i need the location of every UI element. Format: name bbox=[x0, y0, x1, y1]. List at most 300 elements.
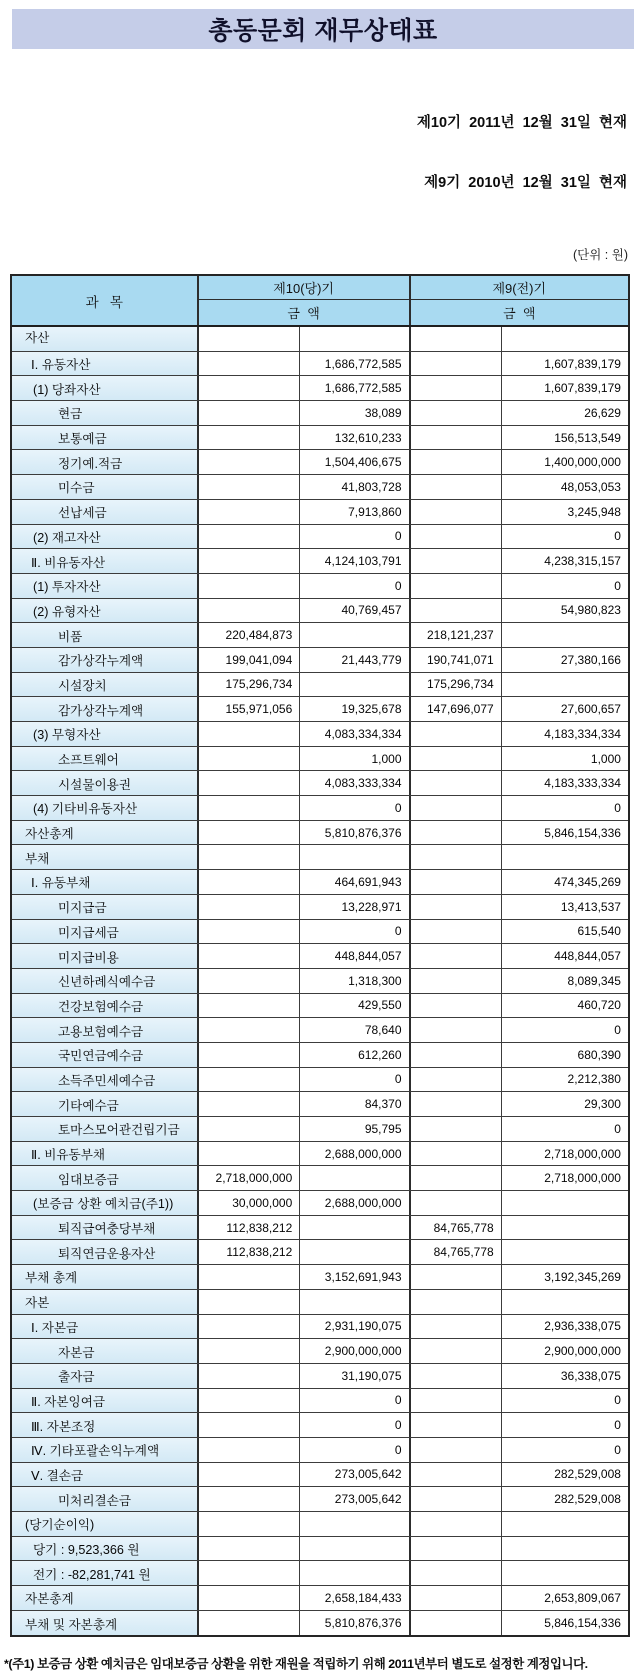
amount-cell-c3 bbox=[411, 1364, 502, 1388]
table-row bbox=[12, 1487, 628, 1512]
table-row bbox=[12, 1216, 628, 1241]
amount-cell-c3: 190,741,071 bbox=[411, 648, 502, 672]
table-row bbox=[12, 1537, 628, 1562]
amount-cell-c2 bbox=[300, 1512, 410, 1536]
amount-cell-c4: 5,846,154,336 bbox=[544, 1616, 621, 1631]
amount-cell-c1: 199,041,094 bbox=[199, 648, 301, 672]
amount-cell-c1 bbox=[199, 1537, 301, 1561]
amount-cell-c4: 36,338,075 bbox=[560, 1368, 621, 1383]
amount-cell-c1 bbox=[199, 944, 301, 968]
amount-cell-c3 bbox=[411, 450, 502, 474]
amount-cell-c1 bbox=[199, 1438, 301, 1462]
table-row bbox=[12, 1290, 628, 1315]
amount-cell-c3 bbox=[411, 895, 502, 919]
table-row bbox=[12, 426, 628, 451]
amount-cell-c3 bbox=[411, 1339, 502, 1363]
amount-cell-c2: 41,803,728 bbox=[300, 475, 410, 499]
amount-cell-c4: 0 bbox=[614, 1393, 621, 1408]
footnote: *(주1) 보증금 상환 예치금은 임대보증금 상환을 위한 재원을 적립하기 위해 2011년부터 별도로 설정한 계정입니다. bbox=[4, 1657, 588, 1672]
account-cell: 자본 bbox=[12, 1290, 199, 1314]
amount-cell-c2: 0 bbox=[300, 574, 410, 598]
amount-cell-c4 bbox=[502, 845, 628, 869]
amount-cell-c3 bbox=[411, 1166, 502, 1190]
account-cell: 미지급비용 bbox=[12, 944, 199, 968]
table-row bbox=[12, 327, 628, 352]
amount-cell-c4: 54,980,823 bbox=[560, 603, 621, 618]
amount-cell-c2: 273,005,642 bbox=[300, 1487, 410, 1511]
amount-cell-c4: 4,183,333,334 bbox=[544, 776, 621, 791]
amount-cell-c1: 112,838,212 bbox=[199, 1216, 301, 1240]
table-row bbox=[12, 1166, 628, 1191]
amount-cell-c3 bbox=[411, 352, 502, 376]
account-cell: (3) 무형자산 bbox=[12, 722, 199, 746]
table-row bbox=[12, 1364, 628, 1389]
amount-cell-c4: 2,212,380 bbox=[567, 1072, 621, 1087]
account-cell: 부채 bbox=[12, 845, 199, 869]
table-row bbox=[12, 1240, 628, 1265]
amount-cell-c1 bbox=[199, 401, 301, 425]
amount-cell-c1 bbox=[199, 845, 301, 869]
table-row bbox=[12, 895, 628, 920]
balance-sheet-page bbox=[0, 9, 640, 1672]
amount-cell-c2: 2,900,000,000 bbox=[300, 1339, 410, 1363]
account-cell: 미수금 bbox=[12, 475, 199, 499]
account-cell: 보통예금 bbox=[12, 426, 199, 450]
amount-cell-c4 bbox=[502, 623, 628, 647]
amount-cell-c2 bbox=[300, 623, 410, 647]
table-row bbox=[12, 1389, 628, 1414]
amount-cell-c2: 0 bbox=[300, 796, 410, 820]
table-row bbox=[12, 1512, 628, 1537]
amount-cell-c2 bbox=[300, 1216, 410, 1240]
amount-cell-c2: 132,610,233 bbox=[300, 426, 410, 450]
amount-cell-c3 bbox=[411, 376, 502, 400]
amount-cell-c2: 0 bbox=[300, 1389, 410, 1413]
period-line-previous: 제9기 2010년 12월 31일 현재 bbox=[424, 175, 627, 191]
account-cell: (4) 기타비유동자산 bbox=[12, 796, 199, 820]
account-cell: Ⅴ. 결손금 bbox=[12, 1463, 199, 1487]
table-row bbox=[12, 1339, 628, 1364]
amount-cell-c2: 19,325,678 bbox=[300, 697, 410, 721]
amount-cell-c3 bbox=[411, 796, 502, 820]
amount-cell-c3 bbox=[411, 1191, 502, 1215]
amount-cell-c3 bbox=[411, 994, 502, 1018]
table-row bbox=[12, 1043, 628, 1068]
amount-cell-c1 bbox=[199, 796, 301, 820]
amount-cell-c1 bbox=[199, 1265, 301, 1289]
amount-cell-c2: 448,844,057 bbox=[300, 944, 410, 968]
account-cell: 자본금 bbox=[12, 1339, 199, 1363]
table-row bbox=[12, 450, 628, 475]
amount-cell-c4: 282,529,008 bbox=[554, 1467, 621, 1482]
amount-cell-c4: 27,380,166 bbox=[560, 652, 621, 667]
amount-cell-c2 bbox=[300, 673, 410, 697]
amount-cell-c4: 1,607,839,179 bbox=[544, 381, 621, 396]
amount-cell-c2 bbox=[300, 845, 410, 869]
table-row bbox=[12, 821, 628, 846]
table-header bbox=[12, 276, 628, 327]
amount-cell-c1 bbox=[199, 1586, 301, 1610]
page-title: 총동문회 재무상태표 bbox=[208, 17, 438, 45]
amount-cell-c4: 13,413,537 bbox=[560, 899, 621, 914]
amount-cell-c2: 612,260 bbox=[300, 1043, 410, 1067]
amount-cell-c4: 680,390 bbox=[577, 1047, 621, 1062]
amount-cell-c2: 1,318,300 bbox=[300, 969, 410, 993]
amount-cell-c1 bbox=[199, 722, 301, 746]
account-cell: 비품 bbox=[12, 623, 199, 647]
account-cell: 당기 : 9,523,366 원 bbox=[12, 1537, 199, 1561]
table-row bbox=[12, 1018, 628, 1043]
amount-cell-c4: 3,245,948 bbox=[567, 504, 621, 519]
table-row bbox=[12, 1191, 628, 1216]
amount-cell-c4: 2,718,000,000 bbox=[544, 1171, 621, 1186]
amount-cell-c4: 615,540 bbox=[577, 924, 621, 939]
account-cell: 시설물이용권 bbox=[12, 771, 199, 795]
table-row bbox=[12, 969, 628, 994]
amount-cell-c2: 2,658,184,433 bbox=[300, 1586, 410, 1610]
account-cell: 출자금 bbox=[12, 1364, 199, 1388]
amount-cell-c3: 175,296,734 bbox=[411, 673, 502, 697]
amount-cell-c4 bbox=[502, 1537, 628, 1561]
amount-cell-c2: 0 bbox=[300, 920, 410, 944]
account-cell: 감가상각누계액 bbox=[12, 697, 199, 721]
amount-cell-c4: 2,653,809,067 bbox=[544, 1590, 621, 1605]
amount-cell-c2: 21,443,779 bbox=[300, 648, 410, 672]
account-cell: Ⅱ. 비유동자산 bbox=[12, 549, 199, 573]
table-row bbox=[12, 574, 628, 599]
amount-cell-c4: 460,720 bbox=[577, 998, 621, 1013]
amount-cell-c1 bbox=[199, 895, 301, 919]
amount-cell-c4: 1,400,000,000 bbox=[544, 455, 621, 470]
table-row bbox=[12, 376, 628, 401]
amount-cell-c2: 13,228,971 bbox=[300, 895, 410, 919]
amount-cell-c1 bbox=[199, 475, 301, 499]
table-row bbox=[12, 845, 628, 870]
amount-cell-c3 bbox=[411, 327, 502, 351]
amount-cell-c3 bbox=[411, 1512, 502, 1536]
amount-cell-c3 bbox=[411, 525, 502, 549]
amount-cell-c2: 1,686,772,585 bbox=[300, 352, 410, 376]
account-cell: 감가상각누계액 bbox=[12, 648, 199, 672]
amount-cell-c1 bbox=[199, 327, 301, 351]
amount-cell-c4: 0 bbox=[614, 1418, 621, 1433]
amount-cell-c4: 3,192,345,269 bbox=[544, 1269, 621, 1284]
table-body bbox=[12, 327, 628, 1635]
account-cell: 시설장치 bbox=[12, 673, 199, 697]
amount-cell-c3 bbox=[411, 1290, 502, 1314]
amount-cell-c3 bbox=[411, 920, 502, 944]
account-cell: 소득주민세예수금 bbox=[12, 1068, 199, 1092]
amount-cell-c1 bbox=[199, 1117, 301, 1141]
amount-cell-c3 bbox=[411, 1142, 502, 1166]
account-cell: 미처리결손금 bbox=[12, 1487, 199, 1511]
amount-cell-c1 bbox=[199, 1290, 301, 1314]
amount-cell-c1: 2,718,000,000 bbox=[199, 1166, 301, 1190]
table-row bbox=[12, 500, 628, 525]
amount-cell-c1: 220,484,873 bbox=[199, 623, 301, 647]
account-cell: (1) 투자자산 bbox=[12, 574, 199, 598]
amount-cell-c1 bbox=[199, 1487, 301, 1511]
account-cell: Ⅱ. 자본잉여금 bbox=[12, 1389, 199, 1413]
amount-cell-c1 bbox=[199, 1068, 301, 1092]
amount-cell-c4: 4,183,334,334 bbox=[544, 726, 621, 741]
account-cell: 선납세금 bbox=[12, 500, 199, 524]
amount-cell-c1 bbox=[199, 747, 301, 771]
account-cell: 자본총계 bbox=[12, 1586, 199, 1610]
amount-cell-c3 bbox=[411, 549, 502, 573]
account-cell: (2) 유형자산 bbox=[12, 599, 199, 623]
amount-cell-c2 bbox=[300, 1561, 410, 1585]
amount-cell-c2: 429,550 bbox=[300, 994, 410, 1018]
table-row bbox=[12, 1068, 628, 1093]
amount-cell-c1 bbox=[199, 1339, 301, 1363]
account-cell: 임대보증금 bbox=[12, 1166, 199, 1190]
amount-cell-c3 bbox=[411, 1561, 502, 1585]
amount-cell-c4: 474,345,269 bbox=[554, 874, 621, 889]
amount-cell-c2: 40,769,457 bbox=[300, 599, 410, 623]
reporting-period-lines bbox=[0, 73, 627, 233]
amount-cell-c4 bbox=[502, 327, 628, 351]
table-row bbox=[12, 722, 628, 747]
amount-cell-c3 bbox=[411, 1487, 502, 1511]
amount-cell-c3 bbox=[411, 747, 502, 771]
amount-cell-c2: 78,640 bbox=[300, 1018, 410, 1042]
amount-cell-c2 bbox=[300, 1240, 410, 1264]
account-cell: 부채 및 자본총계 bbox=[12, 1611, 199, 1636]
table-row bbox=[12, 1265, 628, 1290]
amount-cell-c2: 2,688,000,000 bbox=[300, 1142, 410, 1166]
amount-cell-c1 bbox=[199, 1463, 301, 1487]
page-title-bar bbox=[12, 9, 634, 49]
table-row bbox=[12, 549, 628, 574]
amount-cell-c1 bbox=[199, 1512, 301, 1536]
amount-cell-c2: 0 bbox=[300, 1068, 410, 1092]
table-row bbox=[12, 944, 628, 969]
account-cell: (1) 당좌자산 bbox=[12, 376, 199, 400]
amount-cell-c4 bbox=[502, 673, 628, 697]
amount-cell-c3: 147,696,077 bbox=[411, 697, 502, 721]
amount-cell-c3 bbox=[411, 969, 502, 993]
amount-cell-c2: 5,810,876,376 bbox=[300, 821, 410, 845]
account-cell: 자산총계 bbox=[12, 821, 199, 845]
amount-cell-c2 bbox=[300, 327, 410, 351]
amount-cell-c4 bbox=[502, 1290, 628, 1314]
amount-cell-c3 bbox=[411, 574, 502, 598]
amount-cell-c3 bbox=[411, 1315, 502, 1339]
amount-cell-c4: 0 bbox=[614, 1023, 621, 1038]
account-cell: Ⅰ. 유동부채 bbox=[12, 870, 199, 894]
table-row bbox=[12, 1092, 628, 1117]
table-row bbox=[12, 1413, 628, 1438]
account-cell: (당기순이익) bbox=[12, 1512, 199, 1536]
amount-cell-c2 bbox=[300, 1290, 410, 1314]
amount-cell-c1 bbox=[199, 1315, 301, 1339]
amount-cell-c4: 1,607,839,179 bbox=[544, 356, 621, 371]
column-group-current-period bbox=[199, 276, 411, 325]
amount-cell-c3 bbox=[411, 1438, 502, 1462]
table-row bbox=[12, 1117, 628, 1142]
amount-cell-c2: 2,931,190,075 bbox=[300, 1315, 410, 1339]
amount-cell-c3 bbox=[411, 401, 502, 425]
account-cell: Ⅲ. 자본조정 bbox=[12, 1413, 199, 1437]
amount-cell-c4: 0 bbox=[614, 1121, 621, 1136]
amount-cell-c3 bbox=[411, 944, 502, 968]
amount-cell-c2: 1,504,406,675 bbox=[300, 450, 410, 474]
amount-cell-c2 bbox=[300, 1166, 410, 1190]
account-cell: (2) 재고자산 bbox=[12, 525, 199, 549]
amount-cell-c1: 112,838,212 bbox=[199, 1240, 301, 1264]
amount-cell-c2: 1,000 bbox=[300, 747, 410, 771]
amount-cell-c2: 4,124,103,791 bbox=[300, 549, 410, 573]
amount-cell-c4 bbox=[502, 1191, 628, 1215]
table-row bbox=[12, 401, 628, 426]
amount-cell-c3 bbox=[411, 1068, 502, 1092]
account-cell: 미지급금 bbox=[12, 895, 199, 919]
amount-cell-c1 bbox=[199, 500, 301, 524]
table-row bbox=[12, 1142, 628, 1167]
amount-cell-c4: 8,089,345 bbox=[567, 973, 621, 988]
amount-cell-c3 bbox=[411, 475, 502, 499]
table-row bbox=[12, 525, 628, 550]
table-row bbox=[12, 352, 628, 377]
amount-cell-c3 bbox=[411, 426, 502, 450]
amount-cell-c4: 0 bbox=[614, 529, 621, 544]
amount-cell-c1 bbox=[199, 1413, 301, 1437]
amount-cell-c3 bbox=[411, 1265, 502, 1289]
amount-cell-c2: 0 bbox=[300, 1413, 410, 1437]
amount-cell-c4: 0 bbox=[614, 578, 621, 593]
account-cell: Ⅱ. 비유동부채 bbox=[12, 1142, 199, 1166]
amount-cell-c1 bbox=[199, 352, 301, 376]
amount-cell-c3 bbox=[411, 845, 502, 869]
amount-cell-c3 bbox=[411, 771, 502, 795]
amount-cell-c1 bbox=[199, 994, 301, 1018]
unit-label: (단위 : 원) bbox=[573, 248, 628, 262]
account-cell: Ⅰ. 유동자산 bbox=[12, 352, 199, 376]
amount-cell-c1 bbox=[199, 1018, 301, 1042]
amount-cell-c1 bbox=[199, 1611, 301, 1636]
table-row bbox=[12, 475, 628, 500]
amount-cell-c3 bbox=[411, 1092, 502, 1116]
amount-cell-c4: 27,600,657 bbox=[560, 702, 621, 717]
amount-cell-c2: 273,005,642 bbox=[300, 1463, 410, 1487]
amount-cell-c1 bbox=[199, 870, 301, 894]
amount-cell-c2: 38,089 bbox=[300, 401, 410, 425]
amount-cell-c1: 30,000,000 bbox=[199, 1191, 301, 1215]
amount-cell-c3 bbox=[411, 1018, 502, 1042]
balance-sheet-table bbox=[10, 274, 630, 1637]
account-cell: 토마스모어관건립기금 bbox=[12, 1117, 199, 1141]
account-cell: 고용보험예수금 bbox=[12, 1018, 199, 1042]
amount-cell-c4: 2,900,000,000 bbox=[544, 1344, 621, 1359]
table-row bbox=[12, 1463, 628, 1488]
amount-cell-c2: 0 bbox=[300, 525, 410, 549]
account-cell: 미지급세금 bbox=[12, 920, 199, 944]
amount-cell-c2: 31,190,075 bbox=[300, 1364, 410, 1388]
amount-cell-c4: 5,846,154,336 bbox=[544, 825, 621, 840]
amount-cell-c1 bbox=[199, 574, 301, 598]
account-cell: 기타예수금 bbox=[12, 1092, 199, 1116]
account-cell: 퇴직연금운용자산 bbox=[12, 1240, 199, 1264]
account-cell: 소프트웨어 bbox=[12, 747, 199, 771]
amount-cell-c3 bbox=[411, 1043, 502, 1067]
amount-cell-c3 bbox=[411, 1586, 502, 1610]
column-header-period-9: 제9(전)기 bbox=[411, 276, 628, 300]
table-row bbox=[12, 994, 628, 1019]
amount-cell-c2 bbox=[300, 1537, 410, 1561]
amount-cell-c2: 7,913,860 bbox=[300, 500, 410, 524]
amount-cell-c1 bbox=[199, 1561, 301, 1585]
amount-cell-c2: 84,370 bbox=[300, 1092, 410, 1116]
table-row bbox=[12, 1561, 628, 1586]
amount-cell-c3: 84,765,778 bbox=[411, 1240, 502, 1264]
amount-cell-c2: 3,152,691,943 bbox=[300, 1265, 410, 1289]
amount-cell-c4: 156,513,549 bbox=[554, 430, 621, 445]
column-header-period-10: 제10(당)기 bbox=[199, 276, 409, 300]
amount-cell-c1 bbox=[199, 376, 301, 400]
table-row bbox=[12, 1586, 628, 1611]
amount-cell-c4: 4,238,315,157 bbox=[544, 554, 621, 569]
amount-cell-c4 bbox=[502, 1216, 628, 1240]
account-cell: 국민연금예수금 bbox=[12, 1043, 199, 1067]
amount-cell-c4: 0 bbox=[614, 1442, 621, 1457]
amount-cell-c1 bbox=[199, 920, 301, 944]
amount-cell-c4 bbox=[502, 1561, 628, 1585]
amount-cell-c4: 1,000 bbox=[590, 751, 621, 766]
amount-cell-c2: 1,686,772,585 bbox=[300, 376, 410, 400]
amount-cell-c3 bbox=[411, 821, 502, 845]
account-cell: 퇴직급여충당부채 bbox=[12, 1216, 199, 1240]
amount-cell-c1 bbox=[199, 821, 301, 845]
amount-cell-c4: 282,529,008 bbox=[554, 1492, 621, 1507]
account-cell: 현금 bbox=[12, 401, 199, 425]
table-row bbox=[12, 599, 628, 624]
amount-cell-c3 bbox=[411, 1389, 502, 1413]
table-row bbox=[12, 697, 628, 722]
amount-cell-c3 bbox=[411, 1537, 502, 1561]
account-cell: Ⅳ. 기타포괄손익누계액 bbox=[12, 1438, 199, 1462]
table-row bbox=[12, 771, 628, 796]
amount-cell-c4: 2,718,000,000 bbox=[544, 1146, 621, 1161]
amount-cell-c3 bbox=[411, 1117, 502, 1141]
amount-cell-c3 bbox=[411, 870, 502, 894]
amount-cell-c1 bbox=[199, 426, 301, 450]
account-cell: 부채 총계 bbox=[12, 1265, 199, 1289]
table-row bbox=[12, 747, 628, 772]
amount-cell-c4: 29,300 bbox=[584, 1097, 621, 1112]
amount-cell-c2: 2,688,000,000 bbox=[300, 1191, 410, 1215]
period-line-current: 제10기 2011년 12월 31일 현재 bbox=[416, 115, 627, 131]
account-cell: 자산 bbox=[12, 327, 199, 351]
amount-cell-c4: 448,844,057 bbox=[554, 949, 621, 964]
amount-cell-c1 bbox=[199, 450, 301, 474]
amount-cell-c2: 4,083,333,334 bbox=[300, 771, 410, 795]
column-header-account: 과 목 bbox=[12, 276, 199, 325]
table-row bbox=[12, 1611, 628, 1636]
amount-cell-c3 bbox=[411, 500, 502, 524]
amount-cell-c2: 4,083,334,334 bbox=[300, 722, 410, 746]
amount-cell-c1: 155,971,056 bbox=[199, 697, 301, 721]
amount-cell-c1 bbox=[199, 549, 301, 573]
table-row bbox=[12, 648, 628, 673]
table-row bbox=[12, 1438, 628, 1463]
amount-cell-c3 bbox=[411, 599, 502, 623]
column-header-amount-10: 금 액 bbox=[287, 306, 320, 321]
amount-cell-c4 bbox=[502, 1240, 628, 1264]
column-group-previous-period bbox=[411, 276, 628, 325]
amount-cell-c1: 175,296,734 bbox=[199, 673, 301, 697]
amount-cell-c2: 0 bbox=[300, 1438, 410, 1462]
